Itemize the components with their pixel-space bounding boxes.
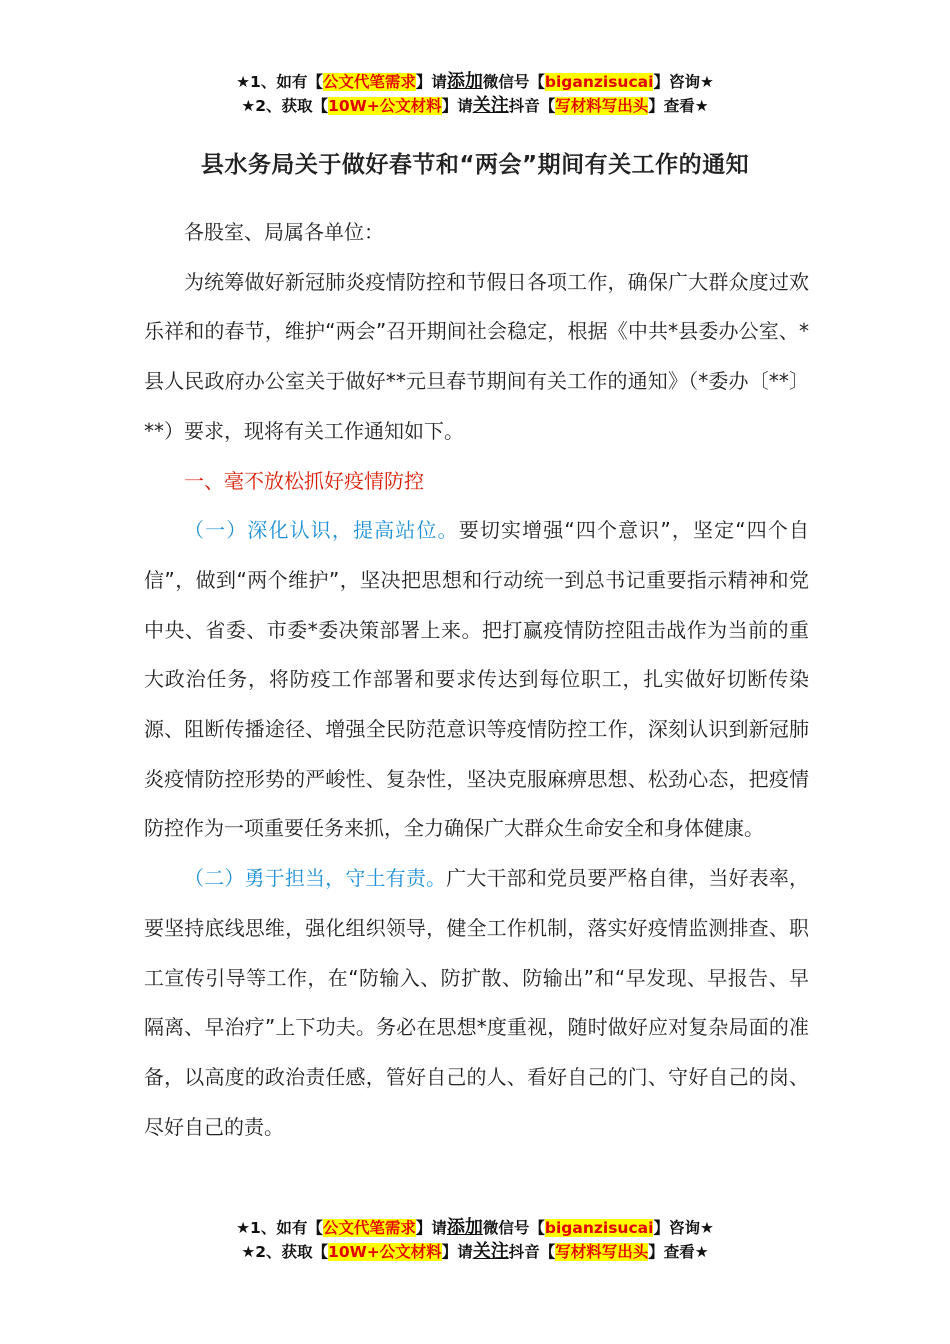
- promo-underline: 添加: [446, 1217, 483, 1238]
- intro-paragraph: 为统筹做好新冠肺炎疫情防控和节假日各项工作，确保广大群众度过欢乐祥和的春节，维护“两会”召开期间社会稳定，根据《中共*县委办公室、*县人民政府办公室关于做好**元旦春节期间有关工作的通知》（*委办〔**〕**）要求，现将有关工作通知如下。: [144, 269, 809, 443]
- promo-underline: 添加: [446, 71, 483, 92]
- subsection-1-text: 要切实增强“四个意识”，坚定“四个自信”，做到“两个维护”，坚决把思想和行动统一到总书记重要指示精神和党中央、省委、市委*委决策部署上来。把打赢疫情防控阻击战作为当前的重大政治任务，将防疫工作部署和要求传达到每位职工，扎实做好切断传染源、阻断传播途径、增强全民防范意识等疫情防控工作，深刻认识到新冠肺炎疫情防控形势的严峻性、复杂性，坚决克服麻痹思想、松劲心态，把疫情防控作为一项重要任务来抓，全力确保广大群众生命安全和身体健康。: [144, 518, 810, 841]
- promo-highlight: 10W+公文材料: [328, 1243, 442, 1261]
- promo-wechat-id: biganzisucai: [544, 73, 654, 91]
- promo-text: 】查看★: [648, 97, 709, 115]
- promo-text: 】请: [415, 1219, 447, 1237]
- promo-text: ★2、获取【: [241, 97, 329, 115]
- promo-line-1: [0, 70, 950, 94]
- promo-douyin-id: 写材料写出头: [555, 1243, 649, 1261]
- promo-text: 】咨询★: [653, 1219, 714, 1237]
- promo-underline: 关注: [472, 95, 509, 116]
- promo-text: 】请: [441, 97, 473, 115]
- subsection-1-paragraph: [144, 506, 809, 854]
- document-body: [144, 208, 809, 1152]
- promo-text: 】查看★: [648, 1243, 709, 1261]
- promo-wechat-id: biganzisucai: [544, 1219, 654, 1237]
- promo-text: 抖音【: [508, 1243, 556, 1261]
- promo-text: 】请: [415, 73, 447, 91]
- promo-highlight: 公文代笔需求: [322, 1219, 416, 1237]
- subsection-2-text: 广大干部和党员要严格自律，当好表率，要坚持底线思维，强化组织领导，健全工作机制，落实好疫情监测排查、职工宣传引导等工作，在“防输入、防扩散、防输出”和“早发现、早报告、早隔离、早治疗”上下功夫。务必在思想*度重视，随时做好应对复杂局面的准备，以高度的政治责任感，管好自己的人、看好自己的门、守好自己的岗、尽好自己的责。: [144, 866, 810, 1139]
- promo-text: ★2、获取【: [241, 1243, 329, 1261]
- promo-banner-bottom: [0, 1216, 950, 1264]
- promo-line-2: [0, 1240, 950, 1264]
- promo-text: ★1、如有【: [236, 1219, 323, 1237]
- promo-text: 微信号【: [482, 1219, 545, 1237]
- promo-douyin-id: 写材料写出头: [555, 97, 649, 115]
- document-title: 县水务局关于做好春节和“两会”期间有关工作的通知: [200, 152, 750, 178]
- promo-highlight: 公文代笔需求: [322, 73, 416, 91]
- promo-highlight: 10W+公文材料: [328, 97, 442, 115]
- subsection-1-heading: （一）深化认识，提高站位。: [184, 518, 459, 543]
- promo-text: 】咨询★: [653, 73, 714, 91]
- subsection-2-heading: （二）勇于担当，守土有责。: [184, 866, 447, 891]
- section-heading: 一、毫不放松抓好疫情防控: [184, 468, 424, 493]
- promo-banner-top: [0, 70, 950, 118]
- promo-text: 】请: [441, 1243, 473, 1261]
- promo-underline: 关注: [472, 1241, 509, 1262]
- salutation: 各股室、局属各单位：: [184, 220, 384, 244]
- promo-text: ★1、如有【: [236, 73, 323, 91]
- subsection-2-paragraph: [144, 854, 809, 1152]
- promo-text: 抖音【: [508, 97, 556, 115]
- promo-line-1: [0, 1216, 950, 1240]
- promo-text: 微信号【: [482, 73, 545, 91]
- promo-line-2: [0, 94, 950, 118]
